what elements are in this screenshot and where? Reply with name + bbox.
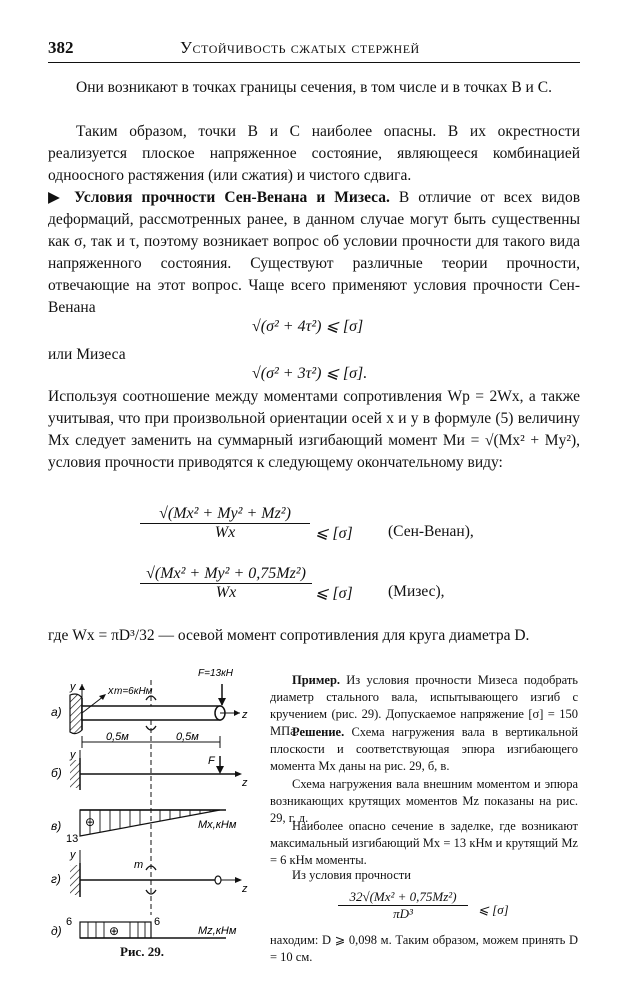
equation-4-rhs: ⩽ [σ]	[315, 585, 353, 602]
force-label: F=13кН	[198, 668, 234, 679]
figure-29	[48, 660, 268, 960]
paragraph-4: Используя соотношение между моментами сопротивления Wp = 2Wx, а также учитывая, что при произвольной ориентации осей x и y в формуле (5) величину Mx следует заменить на суммарный изгибающий момент Mи = √(Mx² + My²), условия прочности приводятся к следующему окончательному виду:	[48, 388, 580, 471]
header-rule	[48, 62, 580, 63]
example-equation-numerator: 32√(Mx² + 0,75Mz²)	[338, 889, 468, 906]
wall-a	[70, 694, 82, 734]
example-text-2: Схема нагружения вала в вертикальной плоскости и соответствующая эпюра изгибающего момента Mx даны на рис. 29, б, в.	[270, 725, 579, 773]
equation-4-fraction	[140, 565, 320, 602]
paragraph-5: где Wx = πD³/32 — осевой момент сопротивления для круга диаметра D.	[48, 627, 530, 644]
axis-x-a: x	[108, 685, 114, 697]
moment-label-g: m	[134, 859, 144, 871]
paragraph-2: Таким образом, точки B и C наиболее опасны. В их окрестности реализуется плоское напряженное состояние, являющееся комбинацией одноосного растяжения (или сжатия) и чистого сдвига.	[48, 123, 580, 184]
label-d: д)	[51, 924, 62, 938]
moment-label: m=6кНм	[114, 686, 153, 697]
or-mises: или Мизеса	[48, 346, 126, 363]
example-paragraph-3: Схема нагружения вала внешним моментом и эпюра возникающих крутящих моментов Mz показаны на рис. 29, г, д.	[270, 777, 578, 825]
axis-z-b: z	[242, 777, 248, 789]
figure-caption: Рис. 29.	[120, 944, 164, 959]
section-heading: Условия прочности Сен-Венана и Мизеса.	[74, 189, 390, 206]
example-paragraph-5: Из условия прочности	[292, 868, 411, 882]
example-paragraph-4: Наиболее опасно сечение в заделке, где возникают максимальный изгибающий Mx = 13 кНм и крутящий Mz = 6 кНм моменты.	[270, 819, 578, 867]
equation-4-numerator: √(Mx² + My² + 0,75Mz²)	[140, 565, 312, 584]
shaft-a	[82, 706, 220, 720]
example-paragraph-6: находим: D ⩾ 0,098 м. Таким образом, можем принять D = 10 см.	[270, 933, 578, 964]
example-equation-fraction	[338, 889, 468, 922]
equation-3-numerator: √(Mx² + My² + Mz²)	[140, 505, 310, 524]
label-b: б)	[51, 766, 62, 780]
segment-2: 0,5м	[176, 731, 199, 743]
paragraph-3-body: В отличие от всех видов деформаций, рассмотренных ранее, в данном случае могут быть существенны как σ, так и τ, поэтому возникает вопрос об условии прочности для такого вида напряженного состояния. Существуют различные теории прочности, отвечающие на этот вопрос. Чаще всего применяют условия прочности Сен-Венана	[48, 189, 581, 316]
axis-y-g: y	[70, 849, 76, 861]
example-paragraph-2	[270, 724, 578, 775]
mz-label: Mz,кНм	[198, 925, 237, 937]
equation-4-label: (Мизес),	[388, 583, 445, 600]
equation-saint-venant: √(σ² + 4τ²) ⩽ [σ]	[252, 318, 364, 335]
paragraph-3	[48, 187, 580, 319]
bullet-triangle-icon: ▶	[48, 189, 75, 206]
example-title: Пример.	[292, 673, 341, 687]
minus-sign: ⊖	[85, 815, 96, 829]
label-v: в)	[51, 819, 62, 833]
value-13: 13	[66, 833, 79, 845]
force-label-b: F	[208, 755, 215, 767]
wall-b	[70, 760, 80, 788]
axis-y-a: y	[70, 681, 76, 693]
running-title: Устойчивость сжатых стержней	[180, 38, 420, 57]
example-text-1: Из условия прочности Мизеса подобрать диаметр стального вала, испытывающего изгиб с кручением (рис. 29). Допускаемое напряжение [σ] = 150 МПа.	[270, 673, 579, 738]
equation-3-fraction	[140, 505, 320, 542]
solution-title: Решение.	[292, 725, 345, 739]
value-6-left: 6	[66, 916, 73, 928]
equation-3-label: (Сен-Венан),	[388, 523, 474, 540]
plus-sign: ⊕	[109, 924, 120, 938]
axis-y-b: y	[70, 749, 76, 761]
axis-z-a: z	[242, 709, 248, 721]
axis-z-g: z	[242, 883, 248, 895]
page-number: 382	[48, 38, 74, 57]
equation-3-rhs: ⩽ [σ]	[315, 525, 353, 542]
example-equation-rhs: ⩽ [σ]	[478, 902, 509, 917]
paragraph-1: Они возникают в точках границы сечения, в том числе и в точках B и C.	[76, 79, 552, 96]
mx-label: Mx,кНм	[198, 819, 237, 831]
wall-g	[70, 865, 80, 895]
label-g: г)	[51, 872, 61, 886]
equation-4-denominator: Wx	[215, 584, 237, 601]
value-6-right: 6	[154, 916, 161, 928]
example-equation-denominator: πD³	[393, 906, 413, 921]
equation-3-denominator: Wx	[214, 524, 236, 541]
segment-1: 0,5м	[106, 731, 129, 743]
label-a: a)	[51, 705, 62, 719]
equation-mises: √(σ² + 3τ²) ⩽ [σ].	[252, 365, 368, 382]
